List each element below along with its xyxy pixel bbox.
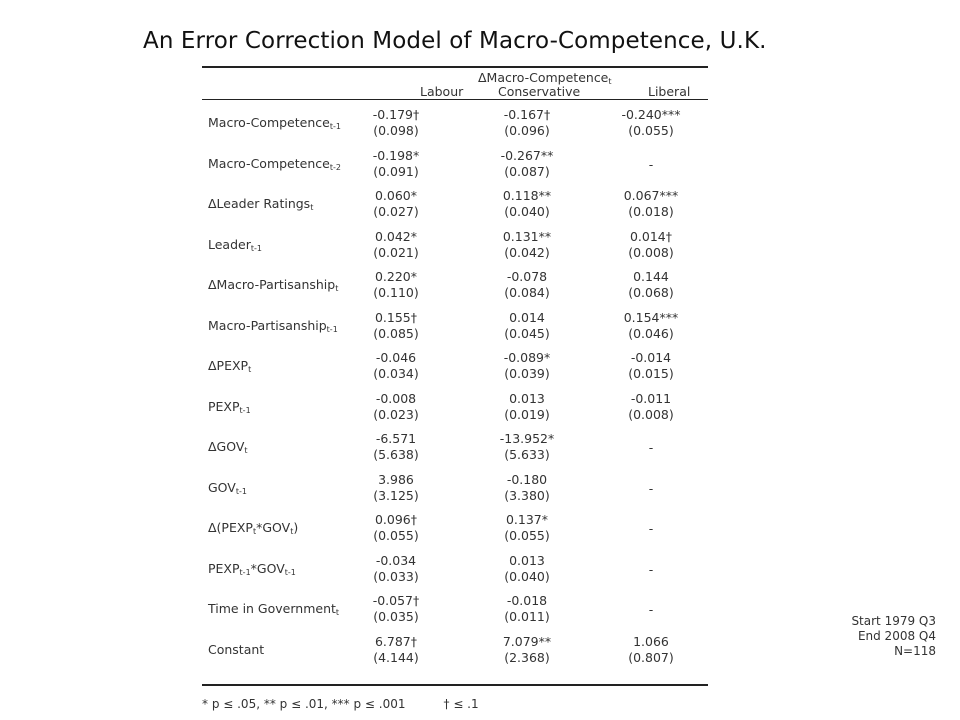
conservative-std-error: (0.040): [504, 204, 550, 219]
labour-coefficient: -0.046: [375, 350, 417, 365]
conservative-std-error: (0.011): [504, 609, 550, 624]
liberal-coefficient: 0.014†: [629, 228, 673, 244]
conservative-coefficient: 0.013: [509, 390, 545, 406]
row-label: Macro-Competence$_{t-1}$: [208, 115, 341, 131]
labour-coefficient: 0.155†: [374, 309, 418, 325]
sample-start: Start 1979 Q3: [851, 614, 936, 628]
conservative-std-error: (0.040): [504, 568, 550, 584]
conservative-coefficient: 0.131**: [502, 228, 552, 244]
dv-header: ΔMacro-Competence$_t$: [478, 70, 612, 86]
conservative-std-error: (0.045): [504, 325, 550, 341]
col-header-liberal: Liberal: [648, 84, 691, 99]
liberal-coefficient: 1.066: [633, 633, 669, 649]
liberal-std-error: (0.015): [628, 366, 674, 381]
labour-std-error: (0.110): [373, 285, 419, 300]
table-top-rule: [202, 66, 708, 68]
row-label: $\Delta PEXP_t$: [208, 358, 252, 374]
row-label: Constant: [208, 641, 265, 657]
labour-coefficient: -0.034: [375, 552, 417, 568]
liberal-std-error: (0.055): [628, 123, 674, 138]
dagger-note: † ≤ .1: [443, 697, 479, 711]
liberal-std-error: (0.018): [628, 204, 674, 219]
liberal-coefficient: -: [648, 561, 654, 577]
labour-coefficient: 0.060*: [374, 188, 418, 203]
labour-coefficient: -0.198*: [372, 147, 420, 163]
conservative-std-error: (0.087): [504, 163, 550, 179]
conservative-coefficient: -0.078: [506, 269, 548, 284]
row-label: Macro-Competence$_{t-2}$: [208, 155, 341, 172]
conservative-coefficient: -0.267**: [500, 147, 554, 163]
conservative-std-error: (0.084): [504, 285, 550, 300]
conservative-coefficient: -13.952*: [499, 431, 555, 446]
labour-std-error: (0.033): [373, 568, 419, 584]
sample-n: N=118: [894, 644, 936, 658]
conservative-coefficient: -0.167†: [503, 107, 551, 122]
conservative-std-error: (0.019): [504, 406, 550, 422]
row-label: $GOV_{t-1}$: [208, 479, 247, 496]
liberal-coefficient: -0.240***: [621, 107, 681, 122]
conservative-coefficient: 0.014: [509, 309, 545, 325]
labour-std-error: (0.021): [373, 244, 419, 260]
conservative-std-error: (0.042): [504, 244, 550, 260]
page-title: An Error Correction Model of Macro-Competence, U.K.: [143, 28, 767, 54]
labour-coefficient: 3.986: [378, 471, 414, 487]
labour-std-error: (0.085): [373, 325, 419, 341]
conservative-std-error: (5.633): [504, 447, 550, 462]
labour-coefficient: -0.008: [375, 390, 417, 406]
liberal-coefficient: -0.011: [630, 390, 672, 406]
conservative-coefficient: 0.137*: [505, 512, 549, 527]
conservative-coefficient: -0.089*: [503, 350, 551, 365]
labour-std-error: (0.098): [373, 123, 419, 138]
labour-std-error: (0.035): [373, 609, 419, 624]
labour-coefficient: 0.042*: [374, 228, 418, 244]
liberal-coefficient: -: [648, 440, 654, 455]
liberal-coefficient: -: [648, 480, 654, 496]
row-label: Leader$_{t-1}$: [208, 236, 262, 253]
conservative-std-error: (0.039): [504, 366, 550, 381]
table-bottom-rule: [202, 684, 708, 686]
liberal-coefficient: 0.144: [633, 269, 669, 284]
row-label: Macro-Partisanship$_{t-1}$: [208, 317, 338, 334]
conservative-coefficient: -0.018: [506, 593, 548, 608]
sample-info: [851, 614, 936, 659]
labour-coefficient: -6.571: [375, 431, 417, 446]
labour-std-error: (5.638): [373, 447, 419, 462]
col-header-labour: Labour: [420, 84, 464, 99]
conservative-coefficient: 0.013: [509, 552, 545, 568]
row-label: $PEXP_{t-1}$: [208, 398, 251, 415]
conservative-std-error: (0.055): [504, 528, 550, 543]
liberal-coefficient: 0.067***: [623, 188, 679, 203]
conservative-std-error: (3.380): [504, 487, 550, 503]
liberal-coefficient: -0.014: [630, 350, 672, 365]
labour-std-error: (3.125): [373, 487, 419, 503]
header-rule: [202, 99, 708, 100]
labour-std-error: (0.091): [373, 163, 419, 179]
liberal-coefficient: -: [648, 521, 654, 536]
conservative-coefficient: 0.118**: [502, 188, 552, 203]
regression-table: [202, 66, 708, 686]
significance-notes: [202, 697, 479, 711]
liberal-std-error: (0.008): [628, 244, 674, 260]
labour-std-error: (0.027): [373, 204, 419, 219]
liberal-coefficient: 0.154***: [623, 309, 679, 325]
labour-coefficient: -0.057†: [372, 593, 420, 608]
liberal-std-error: (0.807): [628, 649, 674, 665]
labour-std-error: (0.023): [373, 406, 419, 422]
row-label: $\Delta GOV_t$: [208, 439, 248, 455]
significance-note: * p ≤ .05, ** p ≤ .01, *** p ≤ .001: [202, 697, 406, 711]
row-label: $PEXP_{t-1}*GOV_{t-1}$: [208, 560, 296, 577]
conservative-coefficient: 7.079**: [502, 633, 552, 649]
row-label: ΔMacro-Partisanship$_t$: [208, 277, 339, 293]
col-header-conservative: Conservative: [498, 84, 581, 99]
conservative-std-error: (2.368): [504, 649, 550, 665]
labour-std-error: (0.034): [373, 366, 419, 381]
liberal-std-error: (0.046): [628, 325, 674, 341]
sample-end: End 2008 Q4: [857, 629, 936, 643]
labour-coefficient: -0.179†: [372, 107, 420, 122]
conservative-coefficient: -0.180: [506, 471, 548, 487]
liberal-coefficient: -: [648, 602, 654, 617]
liberal-std-error: (0.008): [628, 406, 674, 422]
row-label: Time in Government$_t$: [208, 601, 340, 617]
row-label: $\Delta(PEXP_t*GOV_t)$: [208, 520, 299, 536]
liberal-coefficient: -: [648, 156, 654, 172]
labour-coefficient: 0.096†: [374, 512, 418, 527]
labour-std-error: (0.055): [373, 528, 419, 543]
conservative-std-error: (0.096): [504, 123, 550, 138]
liberal-std-error: (0.068): [628, 285, 674, 300]
labour-coefficient: 6.787†: [374, 633, 418, 649]
row-label: ΔLeader Ratings$_t$: [208, 196, 314, 212]
labour-coefficient: 0.220*: [374, 269, 418, 284]
labour-std-error: (4.144): [373, 649, 419, 665]
